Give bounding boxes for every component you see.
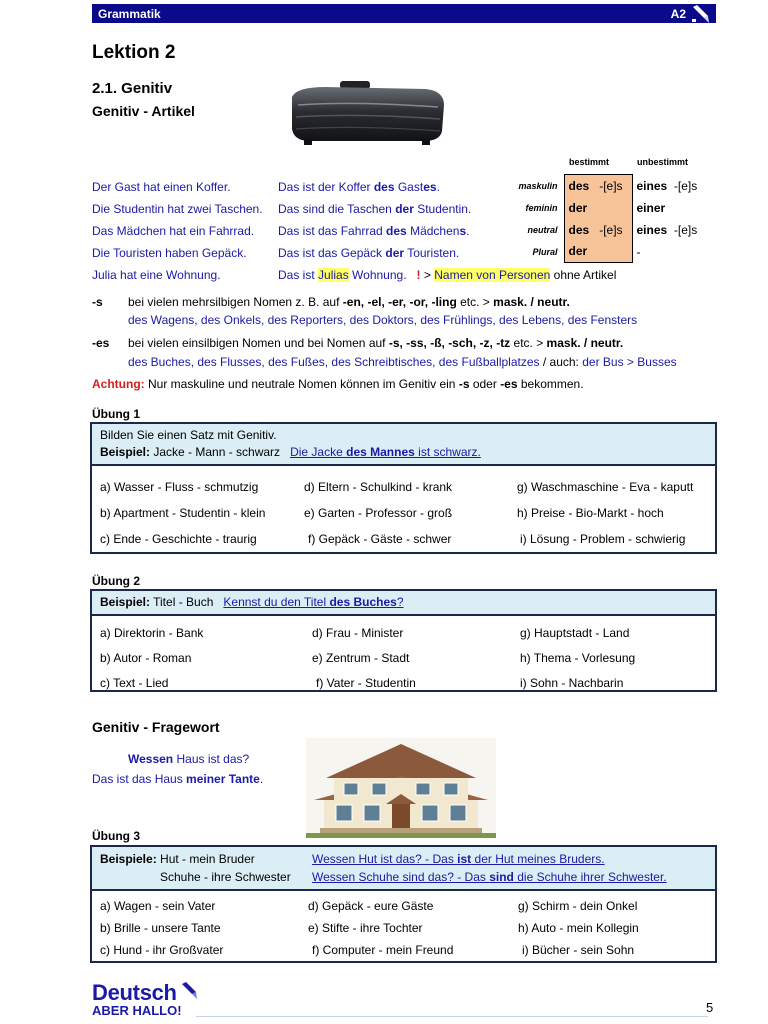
header-level: A2	[670, 7, 686, 21]
list-item: a) Wasser - Fluss - schmutzig	[100, 480, 259, 494]
list-item: d) Eltern - Schulkind - krank	[304, 480, 453, 494]
fragewort-answer: Das ist das Haus meiner Tante.	[92, 772, 264, 786]
fragewort-title: Genitiv - Fragewort	[92, 719, 220, 735]
list-item: c) Text - Lied	[100, 676, 169, 690]
rule-es-examples: des Buches, des Flusses, des Fußes, des Schreibtisches, des Fußballplatzes / auch: der Bus > Busses	[128, 355, 677, 369]
col-indefinite: unbestimmt	[637, 157, 689, 167]
list-item: b) Apartment - Studentin - klein	[100, 506, 266, 520]
ubung1-title: Übung 1	[92, 407, 140, 421]
list-item: b) Autor - Roman	[100, 651, 192, 665]
table-row: maskulin des -[e]s eines -[e]s	[508, 175, 704, 197]
list-item: e) Stifte - ihre Tochter	[308, 921, 423, 935]
list-item: f) Vater - Studentin	[316, 676, 416, 690]
example-left: Das Mädchen hat ein Fahrrad.	[92, 224, 255, 238]
pen-icon	[690, 4, 712, 27]
ubung2-instruction: Beispiel: Titel - Buch Kennst du den Titel des Buches?	[92, 591, 715, 616]
table-row: Plural der -	[508, 241, 704, 263]
table-row: neutral des -[e]s eines -[e]s	[508, 219, 704, 241]
example-left: Die Studentin hat zwei Taschen.	[92, 202, 263, 216]
list-item: d) Frau - Minister	[312, 626, 404, 640]
list-item: c) Ende - Geschichte - traurig	[100, 532, 257, 546]
example-left: Die Touristen haben Gepäck.	[92, 246, 247, 260]
list-item: g) Waschmaschine - Eva - kaputt	[517, 480, 694, 494]
section-title: 2.1. Genitiv	[92, 80, 173, 97]
list-item: i) Sohn - Nachbarin	[520, 676, 624, 690]
example-right: Das ist das Fahrrad des Mädchens.	[278, 224, 470, 238]
list-item: b) Brille - unsere Tante	[100, 921, 221, 935]
list-item: g) Hauptstadt - Land	[520, 626, 630, 640]
list-item: c) Hund - ihr Großvater	[100, 943, 224, 957]
list-item: a) Direktorin - Bank	[100, 626, 204, 640]
rule-s: -s bei vielen mehrsilbigen Nomen z. B. auf -en, -el, -er, -or, -ling etc. > mask. / neutr.	[92, 295, 570, 309]
list-item: h) Auto - mein Kollegin	[518, 921, 639, 935]
publisher-logo: Deutsch ABER HALLO!	[92, 980, 200, 1018]
ubung1-instruction: Bilden Sie einen Satz mit Genitiv. Beispiel: Jacke - Mann - schwarz Die Jacke des Mannes ist schwarz.	[92, 424, 715, 466]
ubung3-instruction: Beispiele: Hut - mein Bruder Schuhe - ihre Schwester Wessen Hut ist das? - Das ist der Hut meines Bruders. Wessen Schuhe sind das? - Das sind die Schuhe ihrer Schwester.	[92, 847, 715, 891]
fragewort-question: Wessen Haus ist das?	[128, 752, 250, 766]
list-item: h) Thema - Vorlesung	[520, 651, 636, 665]
subsection-title: Genitiv - Artikel	[92, 103, 195, 119]
list-item: f) Gepäck - Gäste - schwer	[308, 532, 452, 546]
rule-es: -es bei vielen einsilbigen Nomen und bei Nomen auf -s, -ss, -ß, -sch, -z, -tz etc. > mask. / neutr.	[92, 336, 624, 350]
header-section: Grammatik	[98, 7, 161, 21]
col-definite: bestimmt	[569, 157, 610, 167]
list-item: i) Lösung - Problem - schwierig	[520, 532, 686, 546]
attention-note: Achtung: Nur maskuline und neutrale Nomen können im Genitiv ein -s oder -es bekommen.	[92, 377, 584, 391]
house-image	[306, 738, 496, 838]
list-item: d) Gepäck - eure Gäste	[308, 899, 434, 913]
example-left: Julia hat eine Wohnung.	[92, 268, 221, 282]
rule-s-examples: des Wagens, des Onkels, des Reporters, des Doktors, des Frühlings, des Lebens, des Fensters	[128, 313, 638, 327]
list-item: f) Computer - mein Freund	[312, 943, 454, 957]
list-item: a) Wagen - sein Vater	[100, 899, 216, 913]
lesson-title: Lektion 2	[92, 42, 176, 63]
suitcase-image	[286, 79, 449, 147]
list-item: g) Schirm - dein Onkel	[518, 899, 638, 913]
example-right: Das ist Julias Wohnung. ! > Namen von Personen ohne Artikel	[278, 268, 617, 282]
example-right: Das sind die Taschen der Studentin.	[278, 202, 472, 216]
header-bar	[92, 4, 716, 23]
example-right: Das ist das Gepäck der Touristen.	[278, 246, 460, 260]
example-right: Das ist der Koffer des Gastes.	[278, 180, 440, 194]
article-table	[508, 157, 704, 263]
table-row: feminin der einer	[508, 197, 704, 219]
list-item: e) Garten - Professor - groß	[304, 506, 453, 520]
ubung1-box	[90, 422, 717, 554]
list-item: h) Preise - Bio-Markt - hoch	[517, 506, 664, 520]
ubung3-box	[90, 845, 717, 963]
ubung2-box	[90, 589, 717, 692]
page-number: 5	[706, 1000, 714, 1015]
ubung2-title: Übung 2	[92, 574, 140, 588]
pen-icon	[180, 989, 200, 1003]
ubung3-title: Übung 3	[92, 829, 140, 843]
list-item: e) Zentrum - Stadt	[312, 651, 410, 665]
example-left: Der Gast hat einen Koffer.	[92, 180, 231, 194]
footer-divider	[196, 1016, 708, 1017]
list-item: i) Bücher - sein Sohn	[522, 943, 635, 957]
